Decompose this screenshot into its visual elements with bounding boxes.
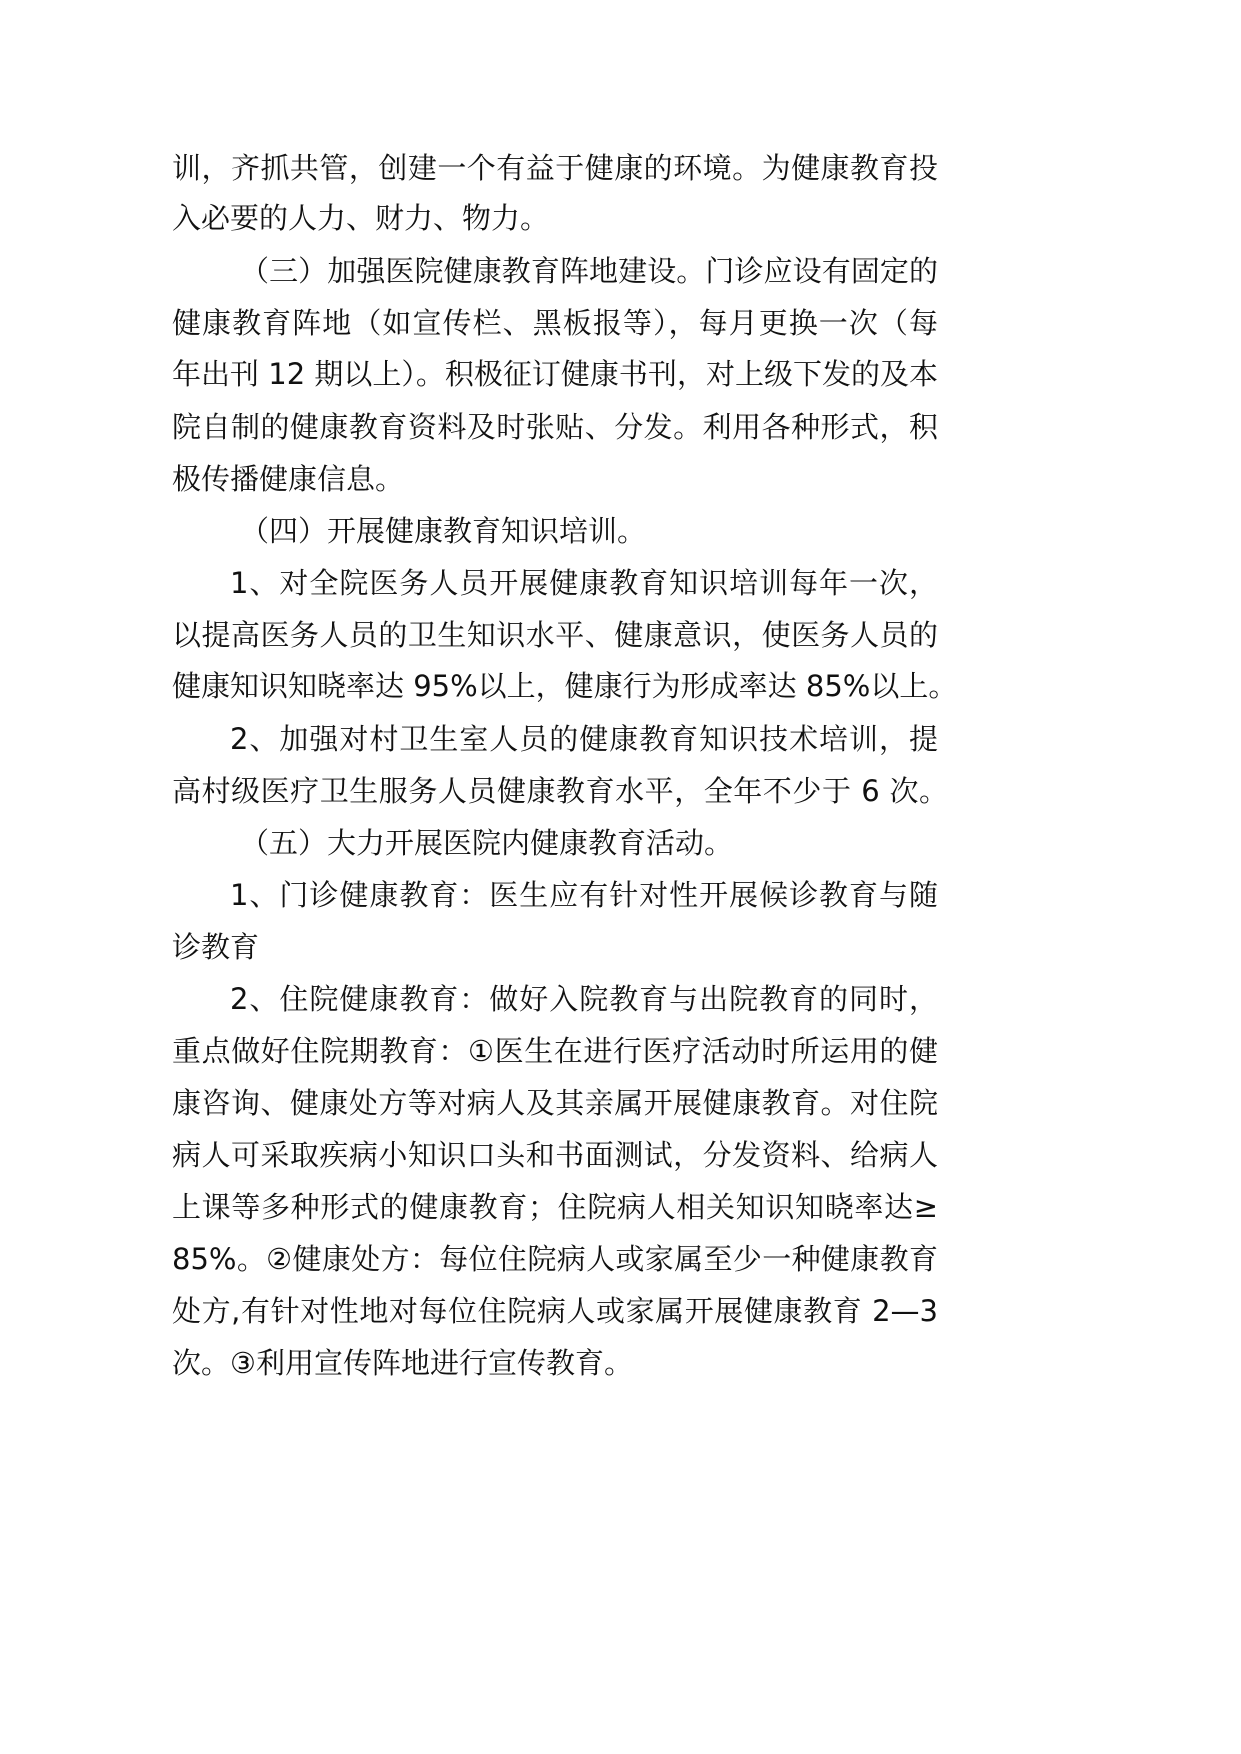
text-line-9: 1、对全院医务人员开展健康教育知识培训每年一次，	[230, 566, 938, 600]
text-line-5: 年出刊 12 期以上）。积极征订健康书刊，对上级下发的及本	[172, 357, 938, 391]
text-line-7: 极传播健康信息。	[172, 462, 405, 496]
text-line-6: 院自制的健康教育资料及时张贴、分发。利用各种形式，积	[172, 410, 938, 444]
text-line-14: （五）大力开展医院内健康教育活动。	[240, 826, 734, 860]
text-line-22: 85%。②健康处方：每位住院病人或家属至少一种健康教育	[172, 1242, 938, 1276]
text-line-23: 处方,有针对性地对每位住院病人或家属开展健康教育 2—3	[172, 1294, 938, 1328]
text-line-13: 高村级医疗卫生服务人员健康教育水平，全年不少于 6 次。	[172, 774, 948, 808]
text-line-24: 次。③利用宣传阵地进行宣传教育。	[172, 1346, 633, 1380]
text-line-21: 上课等多种形式的健康教育；住院病人相关知识知晓率达≥	[172, 1190, 938, 1224]
text-line-2: 入必要的人力、财力、物力。	[172, 201, 550, 235]
text-line-20: 病人可采取疾病小知识口头和书面测试，分发资料、给病人	[172, 1138, 938, 1172]
text-line-16: 诊教育	[172, 930, 260, 964]
text-line-1: 训，齐抓共管，创建一个有益于健康的环境。为健康教育投	[172, 151, 938, 185]
text-line-4: 健康教育阵地（如宣传栏、黑板报等），每月更换一次（每	[172, 306, 938, 340]
text-line-12: 2、加强对村卫生室人员的健康教育知识技术培训，提	[230, 722, 938, 756]
text-line-11: 健康知识知晓率达 95%以上，健康行为形成率达 85%以上。	[172, 669, 958, 703]
text-line-3: （三）加强医院健康教育阵地建设。门诊应设有固定的	[240, 254, 938, 288]
text-line-17: 2、住院健康教育：做好入院教育与出院教育的同时，	[230, 982, 938, 1016]
text-line-15: 1、门诊健康教育：医生应有针对性开展候诊教育与随	[230, 878, 938, 912]
text-line-8: （四）开展健康教育知识培训。	[240, 514, 647, 548]
text-line-10: 以提高医务人员的卫生知识水平、健康意识，使医务人员的	[172, 618, 938, 652]
text-line-18: 重点做好住院期教育：①医生在进行医疗活动时所运用的健	[172, 1034, 938, 1068]
text-line-19: 康咨询、健康处方等对病人及其亲属开展健康教育。对住院	[172, 1086, 938, 1120]
